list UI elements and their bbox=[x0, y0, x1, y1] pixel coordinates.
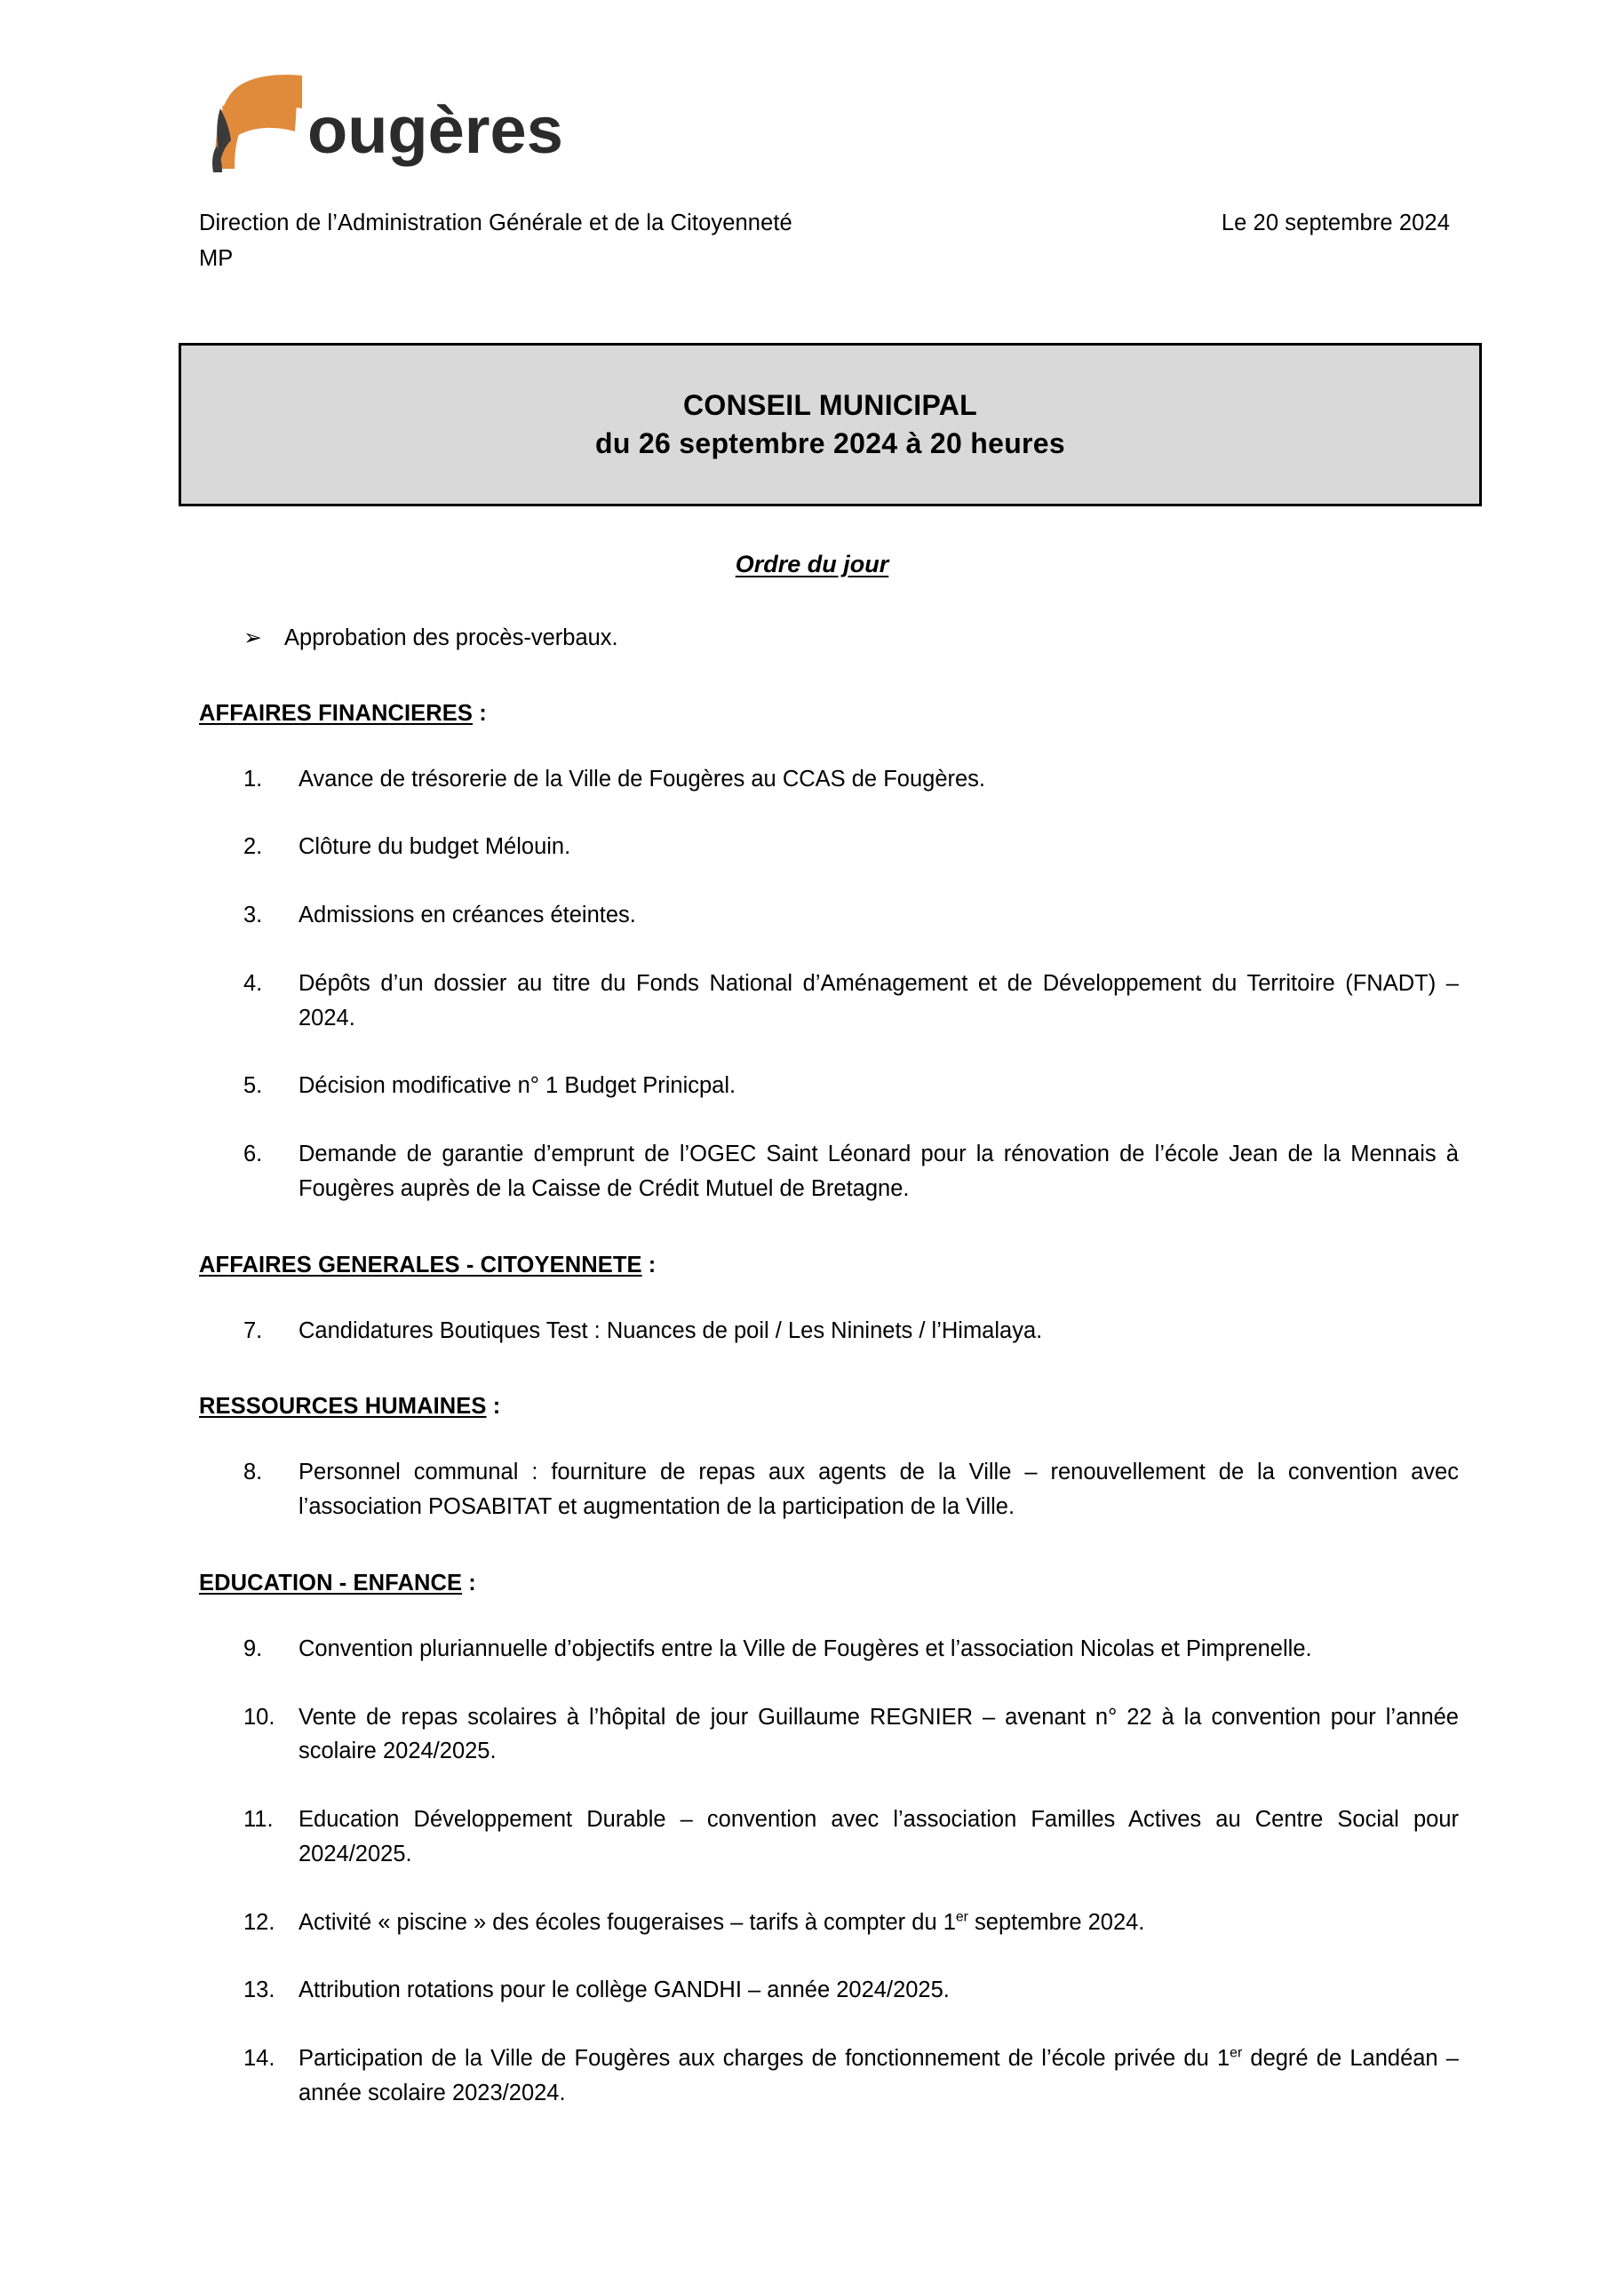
intro-bullet-item bbox=[199, 622, 1459, 655]
header-initials: MP bbox=[199, 245, 234, 271]
agenda-item bbox=[199, 1069, 1459, 1103]
agenda-item-text: Attribution rotations pour le collège GANDHI – année 2024/2025. bbox=[299, 1978, 950, 2003]
title-box bbox=[179, 343, 1482, 506]
agenda-item-number: 7. bbox=[243, 1317, 263, 1343]
agenda-item bbox=[199, 1802, 1459, 1872]
agenda-item-text: Admissions en créances éteintes. bbox=[299, 903, 636, 927]
agenda-item bbox=[199, 1973, 1459, 2008]
sections-root bbox=[199, 701, 1459, 2111]
agenda-item bbox=[199, 762, 1459, 797]
agenda-item-number: 4. bbox=[243, 970, 263, 996]
agenda-item-text: Education Développement Durable – convention avec l’association Familles Actives au Centre Social pour 2024/2025. bbox=[299, 1807, 1459, 1866]
agenda-item bbox=[199, 1906, 1459, 1940]
agenda-item-list bbox=[199, 1314, 1459, 1349]
agenda-item bbox=[199, 1137, 1459, 1206]
agenda-item bbox=[199, 830, 1459, 864]
section-heading bbox=[199, 701, 1459, 727]
agenda-item-number: 13. bbox=[243, 1978, 275, 2003]
agenda-heading: Ordre du jour bbox=[735, 551, 889, 577]
agenda-item-text-post: degré de Landéan – année scolaire 2023/2024. bbox=[299, 2046, 1459, 2105]
header-text-block bbox=[199, 206, 1461, 277]
agenda-item-text: Convention pluriannuelle d’objectifs entre la Ville de Fougères et l’association Nicolas et Pimprenelle. bbox=[299, 1635, 1312, 1661]
agenda-item-text: Personnel communal : fourniture de repas aux agents de la Ville – renouvellement de la convention avec l’association POSABITAT et augmentation de la participation de la Ville. bbox=[299, 1460, 1459, 1519]
agenda-item-text-post: septembre 2024. bbox=[967, 1909, 1145, 1935]
arrow-bullet-icon: ➢ bbox=[243, 625, 262, 650]
agenda-item-number: 1. bbox=[243, 766, 263, 792]
title-line-1: CONSEIL MUNICIPAL bbox=[682, 389, 978, 421]
agenda-item bbox=[199, 1455, 1459, 1524]
agenda-item bbox=[199, 1314, 1459, 1349]
agenda-item-number: 2. bbox=[243, 834, 263, 860]
agenda-item-number: 12. bbox=[243, 1909, 275, 1935]
agenda-item-text bbox=[299, 2041, 1459, 2111]
agenda-item bbox=[199, 967, 1459, 1036]
agenda-item-number: 10. bbox=[243, 1704, 275, 1730]
agenda-item-text-pre: Activité « piscine » des écoles fougeraises – tarifs à compter du 1 bbox=[299, 1909, 956, 1935]
section-heading-label: EDUCATION - ENFANCE bbox=[199, 1570, 463, 1596]
agenda-item-number: 14. bbox=[243, 2046, 275, 2071]
fougeres-logo-icon bbox=[203, 69, 576, 176]
logo-wordmark: ougères bbox=[307, 93, 563, 167]
agenda-item-text: Vente de repas scolaires à l’hôpital de jour Guillaume REGNIER – avenant n° 22 à la convention pour l’année scolaire 2024/2025. bbox=[299, 1704, 1459, 1764]
intro-bullet-text: Approbation des procès-verbaux. bbox=[284, 625, 618, 650]
agenda-content bbox=[199, 622, 1459, 2111]
fougeres-logo bbox=[203, 69, 576, 176]
agenda-item-superscript: er bbox=[955, 1909, 968, 1924]
agenda-item-list bbox=[199, 1632, 1459, 2111]
agenda-item-number: 8. bbox=[243, 1460, 263, 1485]
agenda-item-text-pre: Participation de la Ville de Fougères aux charges de fonctionnement de l’école privée du 1 bbox=[299, 2046, 1230, 2071]
agenda-item-text: Dépôts d’un dossier au titre du Fonds National d’Aménagement et de Développement du Territoire (FNADT) – 2024. bbox=[299, 970, 1459, 1031]
agenda-item-number: 9. bbox=[243, 1635, 263, 1661]
section-heading-colon: : bbox=[486, 1394, 501, 1420]
agenda-item-number: 11. bbox=[243, 1807, 274, 1832]
agenda-item-list bbox=[199, 1455, 1459, 1524]
agenda-item-number: 3. bbox=[243, 903, 263, 927]
agenda-item-text: Avance de trésorerie de la Ville de Fougères au CCAS de Fougères. bbox=[299, 766, 986, 792]
agenda-item-number: 5. bbox=[243, 1073, 263, 1099]
agenda-item-text bbox=[299, 1906, 1459, 1940]
section-heading bbox=[199, 1253, 1459, 1278]
section-heading-colon: : bbox=[462, 1570, 476, 1596]
agenda-item-list bbox=[199, 762, 1459, 1206]
section-heading-label: RESSOURCES HUMAINES bbox=[199, 1394, 487, 1420]
agenda-item bbox=[199, 1632, 1459, 1667]
title-line-2: du 26 septembre 2024 à 20 heures bbox=[595, 427, 1065, 459]
section-heading-label: AFFAIRES FINANCIERES bbox=[199, 700, 474, 726]
agenda-item-text: Décision modificative n° 1 Budget Prinicpal. bbox=[299, 1073, 736, 1099]
agenda-item-superscript: er bbox=[1230, 2045, 1243, 2061]
agenda-item bbox=[199, 2041, 1459, 2111]
agenda-item-text: Clôture du budget Mélouin. bbox=[299, 834, 571, 860]
header-date: Le 20 septembre 2024 bbox=[1221, 211, 1450, 235]
header-first-row bbox=[199, 206, 1461, 242]
section-heading-label: AFFAIRES GENERALES - CITOYENNETE bbox=[199, 1252, 642, 1277]
section-heading-colon: : bbox=[473, 700, 487, 726]
agenda-item-text: Demande de garantie d’emprunt de l’OGEC Saint Léonard pour la rénovation de l’école Jean de la Mennais à Fougères auprès de la Caisse de Crédit Mutuel de Bretagne. bbox=[299, 1142, 1459, 1201]
agenda-item-text: Candidatures Boutiques Test : Nuances de poil / Les Nininets / l’Himalaya. bbox=[299, 1317, 1043, 1343]
section-heading-colon: : bbox=[641, 1252, 657, 1277]
agenda-item bbox=[199, 1700, 1459, 1770]
logo-f-crossbar bbox=[222, 98, 297, 140]
agenda-item bbox=[199, 898, 1459, 933]
header-department: Direction de l’Administration Générale et de la Citoyenneté bbox=[199, 211, 792, 235]
section-heading bbox=[199, 1571, 1459, 1596]
agenda-item-number: 6. bbox=[243, 1142, 263, 1166]
section-heading bbox=[199, 1394, 1459, 1420]
